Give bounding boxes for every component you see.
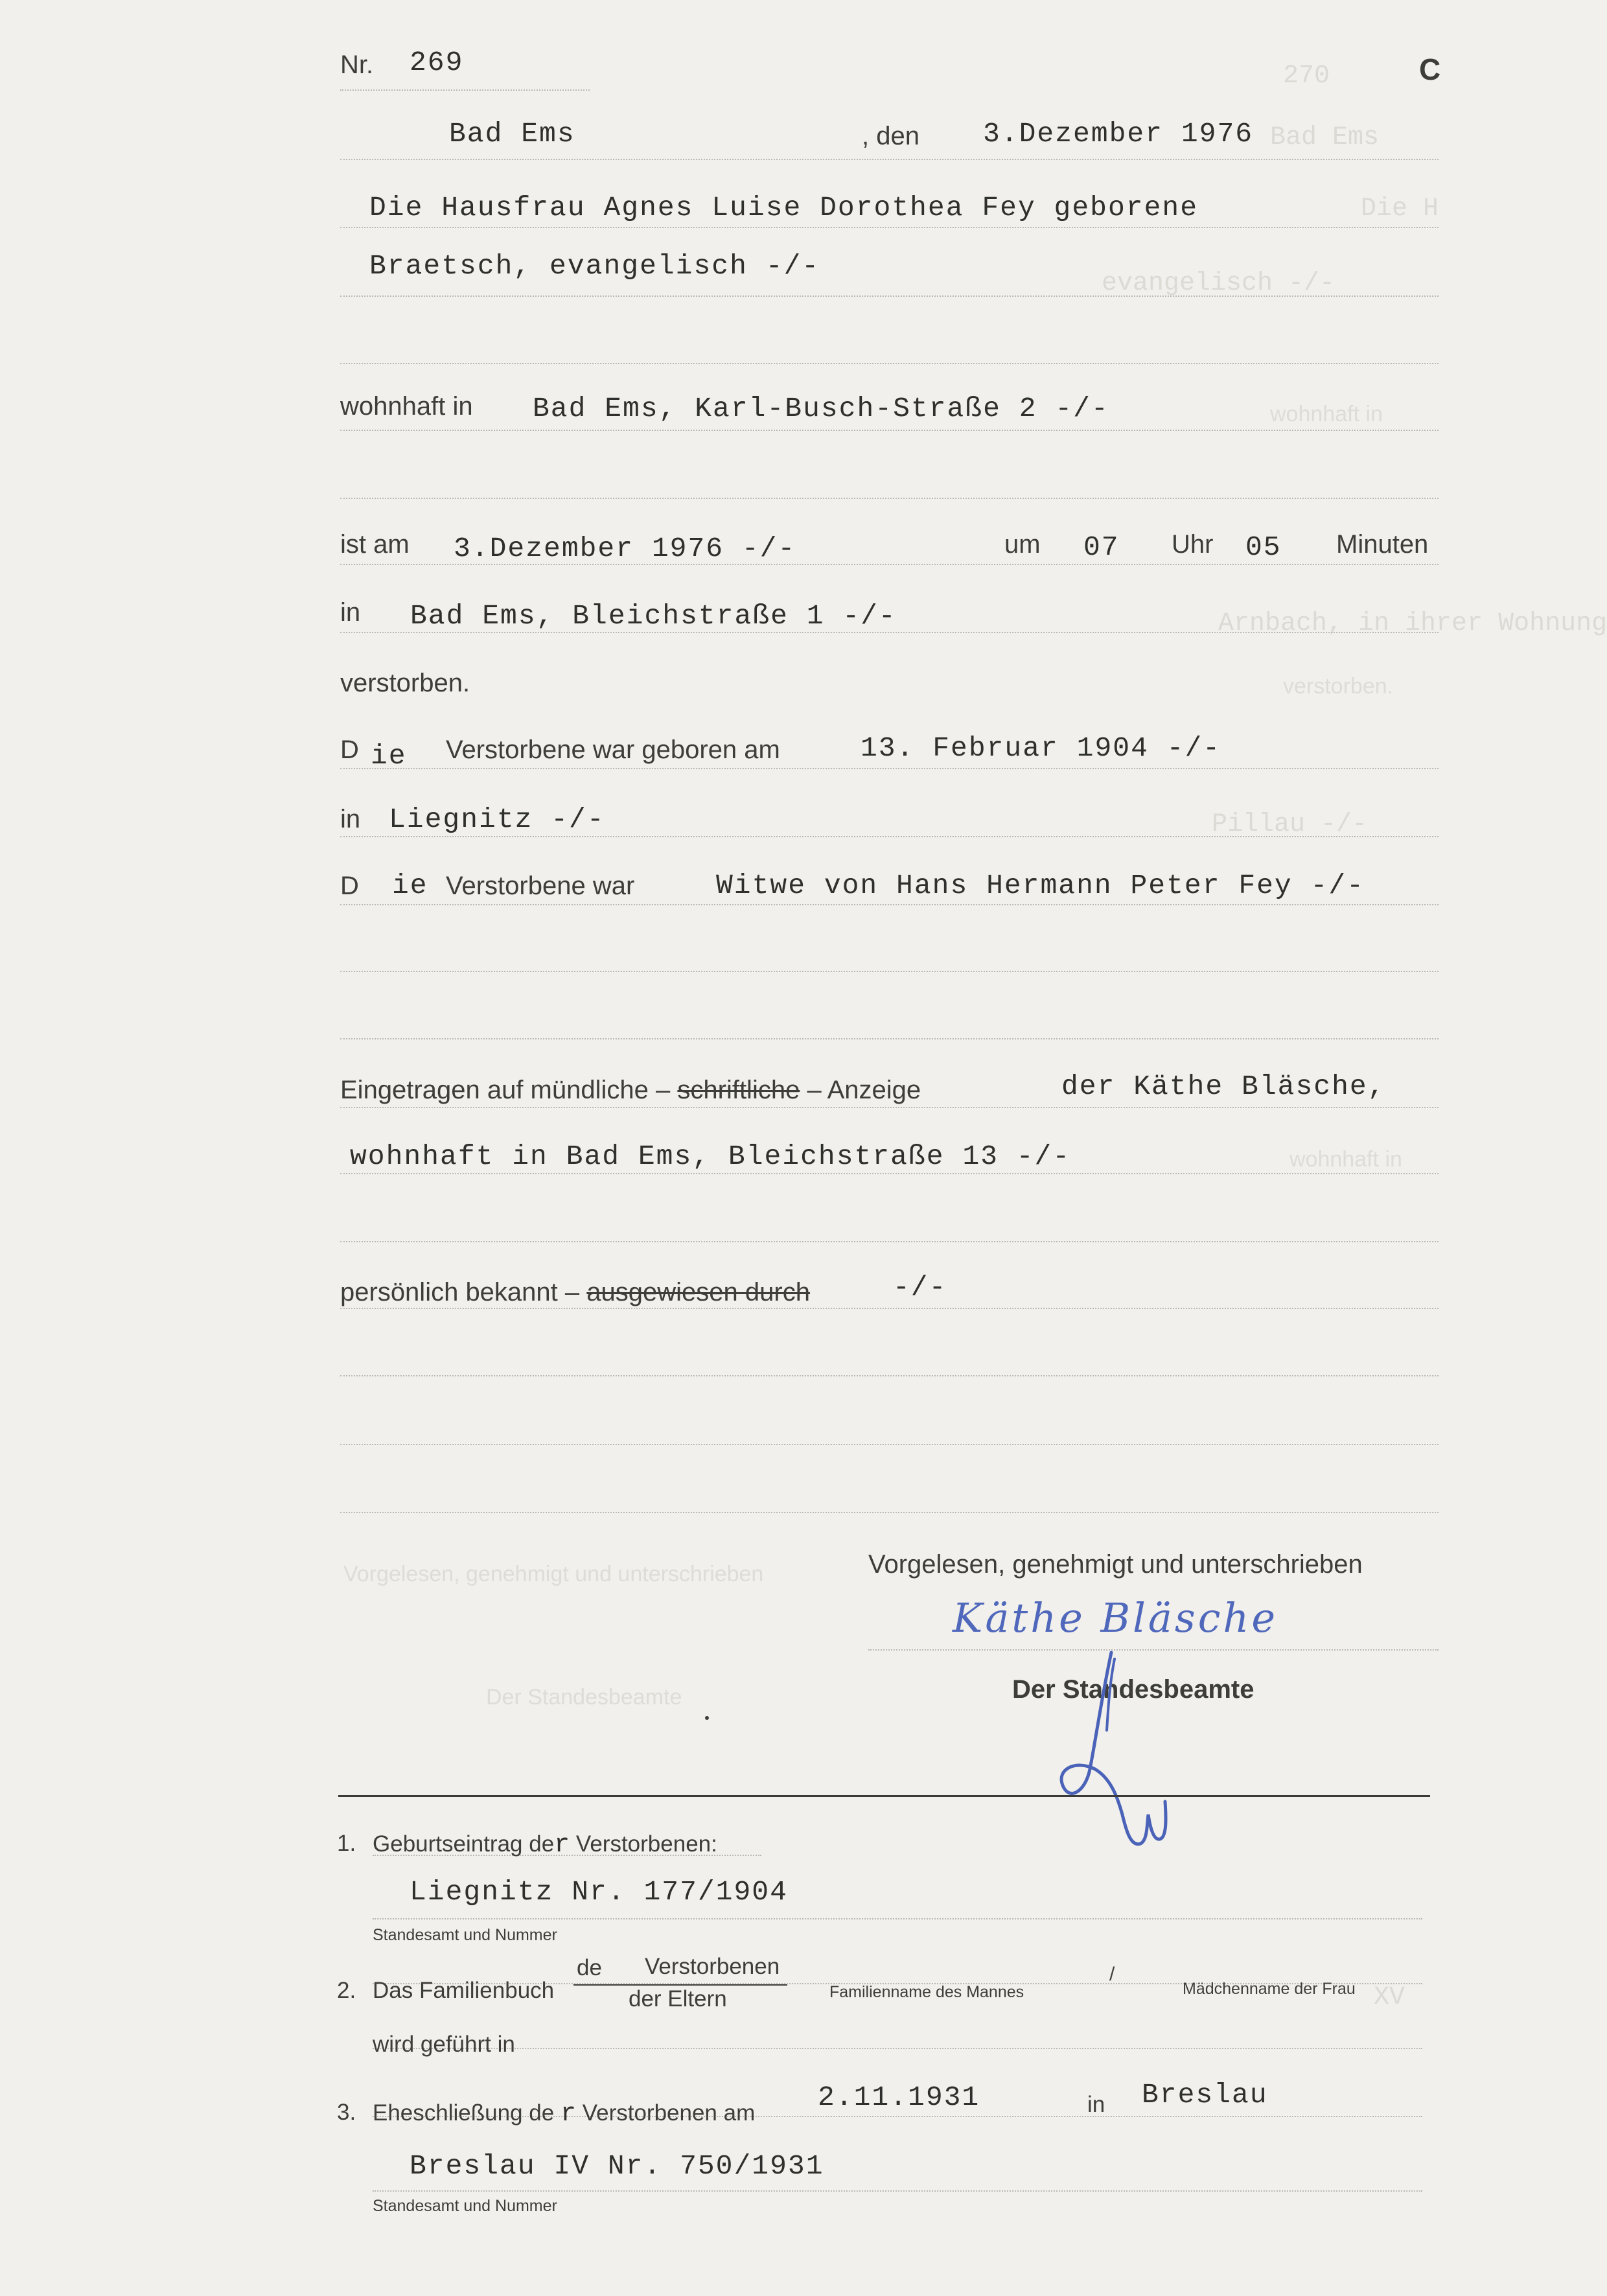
- minuten-label: Minuten: [1336, 530, 1429, 559]
- separator-rule: [338, 1795, 1430, 1797]
- item-2-slash: /: [1109, 1964, 1115, 1985]
- registrar-signature-icon: [1050, 1646, 1179, 1853]
- um-label: um: [1004, 530, 1041, 559]
- ist-am-label: ist am: [340, 530, 410, 559]
- informant-name: der Käthe Bläsche,: [1061, 1071, 1386, 1102]
- identification-label-text: persönlich bekannt –: [340, 1278, 580, 1306]
- registration-label-start: Eingetragen auf mündliche –: [340, 1076, 671, 1104]
- death-in-label: in: [340, 598, 361, 627]
- informant-address: wohnhaft in Bad Ems, Bleichstraße 13 -/-: [350, 1141, 1071, 1172]
- item-3-label: Eheschließung de r Verstorbenen am: [373, 2100, 756, 2129]
- uhr-label: Uhr: [1172, 530, 1214, 559]
- item-2-number: 2.: [337, 1978, 356, 2003]
- item-2-de: de: [577, 1955, 602, 1980]
- status-d-label: D: [340, 872, 359, 900]
- item-2-option-deceased: Verstorbenen: [645, 1954, 780, 1979]
- item-3-in-label: in: [1087, 2092, 1105, 2117]
- identification-value: -/-: [893, 1271, 947, 1303]
- item-3-number: 3.: [337, 2100, 356, 2125]
- marriage-register-entry: Breslau IV Nr. 750/1931: [410, 2150, 824, 2182]
- birth-place: Liegnitz -/-: [389, 804, 605, 835]
- registration-label-end: – Anzeige: [807, 1076, 921, 1104]
- item-3-caption: Standesamt und Nummer: [373, 2197, 557, 2215]
- verstorben-label: verstorben.: [340, 669, 470, 697]
- item-2-label: Das Familienbuch: [373, 1978, 555, 2003]
- birth-register-entry: Liegnitz Nr. 177/1904: [410, 1876, 788, 1908]
- deceased-line-1: Die Hausfrau Agnes Luise Dorothea Fey geborene: [369, 192, 1198, 224]
- item-1-number: 1.: [337, 1831, 356, 1856]
- death-minutes: 05: [1245, 531, 1282, 563]
- den-label: , den: [862, 122, 919, 150]
- item-2-caption-maiden: Mädchenname der Frau: [1183, 1980, 1356, 1998]
- informant-signature: Käthe Bläsche: [953, 1594, 1278, 1641]
- dot-mark: [705, 1716, 709, 1720]
- death-hour: 07: [1083, 531, 1120, 563]
- corner-letter: C: [1419, 52, 1441, 86]
- marriage-place: Breslau: [1142, 2079, 1268, 2111]
- registration-struck-option: schriftliche: [677, 1076, 800, 1104]
- item-1-label: Geburtseintrag der Verstorbenen:: [373, 1831, 717, 1860]
- item-2-line-2: wird geführt in: [373, 2032, 515, 2057]
- item-2-caption-husband: Familienname des Mannes: [829, 1983, 1024, 2001]
- item-2-fraction-bar: [573, 1984, 787, 1986]
- residence-label: wohnhaft in: [340, 392, 473, 421]
- birth-gender-ending: ie: [371, 740, 407, 772]
- registrar-label: Der Standesbeamte: [1012, 1675, 1254, 1704]
- entry-number: 269: [410, 47, 464, 78]
- residence-value: Bad Ems, Karl-Busch-Straße 2 -/-: [533, 393, 1109, 424]
- registration-label: [340, 1076, 921, 1105]
- item-2-option-parents: der Eltern: [629, 1986, 727, 2012]
- birth-in-label: in: [340, 805, 361, 833]
- status-label: Verstorbene war: [446, 872, 635, 900]
- death-date: 3.Dezember 1976 -/-: [454, 533, 796, 564]
- birth-date: 13. Februar 1904 -/-: [861, 732, 1221, 764]
- nr-label: Nr.: [340, 51, 374, 79]
- marital-status: Witwe von Hans Hermann Peter Fey -/-: [716, 870, 1365, 901]
- death-place: Bad Ems, Bleichstraße 1 -/-: [410, 600, 897, 632]
- entry-date: 3.Dezember 1976: [983, 118, 1254, 150]
- read-approved-label: Vorgelesen, genehmigt und unterschrieben: [868, 1550, 1363, 1579]
- item-1-caption: Standesamt und Nummer: [373, 1926, 557, 1944]
- place-of-entry: Bad Ems: [449, 118, 575, 150]
- identification-struck-option: ausgewiesen durch: [586, 1278, 810, 1306]
- deceased-line-2: Braetsch, evangelisch -/-: [369, 250, 820, 282]
- marriage-date: 2.11.1931: [818, 2081, 980, 2113]
- status-gender-ending: ie: [392, 870, 428, 901]
- birth-label: Verstorbene war geboren am: [446, 736, 780, 764]
- identification-label: [340, 1278, 810, 1307]
- birth-d-label: D: [340, 736, 359, 764]
